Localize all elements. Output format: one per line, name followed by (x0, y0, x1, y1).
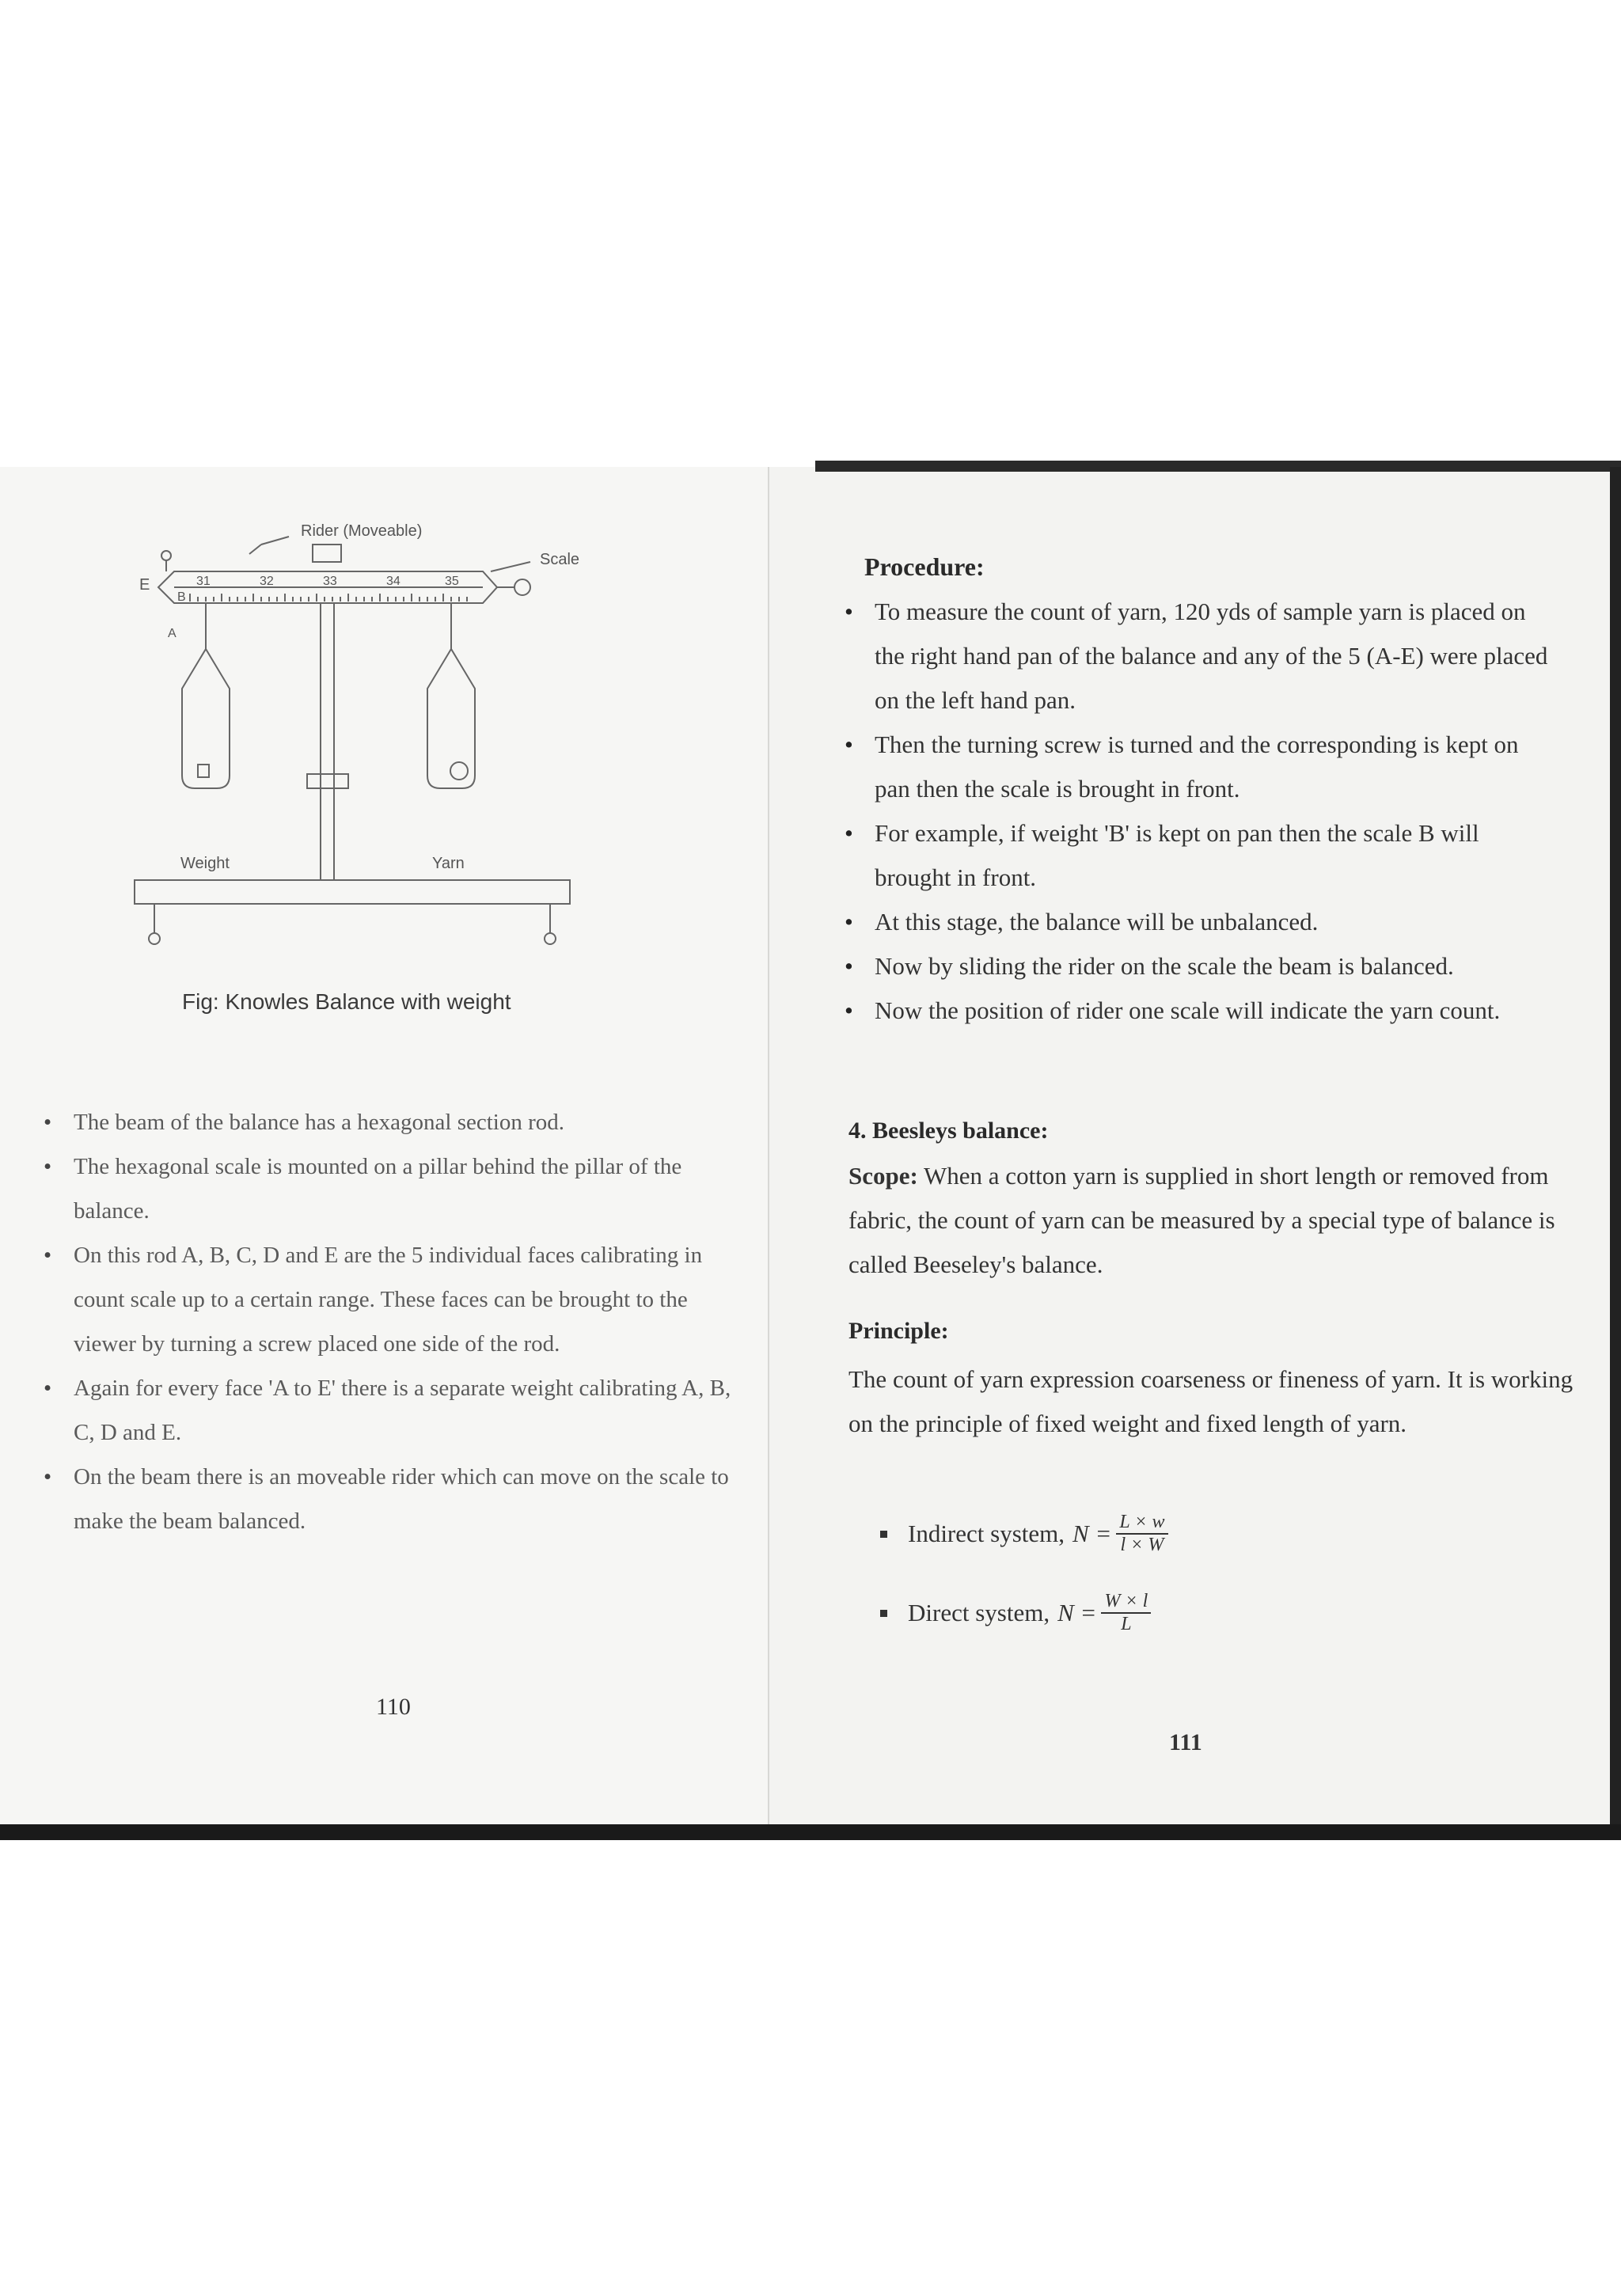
base (135, 880, 570, 904)
knowles-balance-diagram (119, 522, 625, 966)
principle-heading: Principle: (848, 1318, 949, 1344)
list-item: • To measure the count of yarn, 120 yds of sample yarn is placed on the right hand pan of the balance and any of the 5 (A-E) were placed on the left hand pan. (845, 590, 1557, 723)
indirect-formula (880, 1512, 1168, 1556)
page-number-left: 110 (376, 1694, 411, 1720)
book-spread (0, 467, 1621, 1828)
scope-label: Scope: (848, 1162, 918, 1190)
weight-label: Weight (180, 855, 230, 872)
face-e-label: E (139, 576, 150, 594)
beesley-heading: 4. Beesleys balance: (848, 1118, 1049, 1144)
list-item: • Then the turning screw is turned and the corresponding is kept on pan then the scale is brought in front. (845, 723, 1557, 811)
formula-label: Direct system, (908, 1599, 1050, 1626)
formula-lhs: N = (1057, 1599, 1097, 1626)
face-a-label: A (168, 627, 177, 640)
balance-drawing (119, 522, 625, 966)
list-item: • Now by sliding the rider on the scale the beam is balanced. (845, 944, 1557, 989)
scale-ticks (190, 594, 467, 602)
list-item: • Now the position of rider one scale will indicate the yarn count. (845, 989, 1557, 1033)
rider-label: Rider (Moveable) (301, 522, 423, 540)
list-item: • On the beam there is an moveable rider which can move on the scale to make the beam balanced. (44, 1455, 740, 1543)
list-item: • Again for every face 'A to E' there is a separate weight calibrating A, B, C, D and E. (44, 1366, 740, 1455)
square-bullet-icon (880, 1531, 887, 1538)
formula-fraction (1116, 1512, 1167, 1556)
principle-text: The count of yarn expression coarseness or fineness of yarn. It is working on the principle of fixed weight and fixed length of yarn. (848, 1365, 1574, 1437)
direct-formula (880, 1591, 1151, 1635)
figure-caption: Fig: Knowles Balance with weight (182, 989, 511, 1014)
list-item: • At this stage, the balance will be unbalanced. (845, 900, 1557, 944)
tick-label-35: 35 (445, 575, 459, 588)
scope-text: When a cotton yarn is supplied in short length or removed from fabric, the count of yarn can be measured by a special type of balance is called Beeseley's balance. (848, 1162, 1555, 1278)
formula-fraction (1101, 1591, 1151, 1635)
page-number-right: 111 (1169, 1729, 1202, 1755)
balance-description-list (44, 1100, 740, 1543)
face-b-label: B (177, 590, 186, 604)
scale-label: Scale (540, 551, 580, 568)
tick-label-31: 31 (196, 575, 211, 588)
page-edge-shadow-bottom (0, 1824, 1621, 1840)
tick-label-33: 33 (323, 575, 337, 588)
list-item: • On this rod A, B, C, D and E are the 5 individual faces calibrating in count scale up to a certain range. These faces can be brought to the viewer by turning a screw placed one side of the rod. (44, 1233, 740, 1366)
scope-paragraph (848, 1154, 1577, 1287)
right-page (768, 467, 1621, 1831)
square-bullet-icon (880, 1610, 887, 1617)
tick-label-34: 34 (386, 575, 401, 588)
weight-pan (182, 649, 230, 788)
screw-knob (514, 579, 530, 595)
formula-lhs: N = (1072, 1520, 1112, 1547)
list-item: • The beam of the balance has a hexagonal section rod. (44, 1100, 740, 1144)
tick-label-32: 32 (260, 575, 274, 588)
formula-denominator: l × W (1120, 1535, 1164, 1555)
yarn-label: Yarn (432, 855, 465, 872)
rider-shape (313, 545, 341, 562)
formula-numerator: L × w (1116, 1512, 1167, 1535)
left-page (0, 467, 768, 1831)
page-edge-shadow-right (1610, 467, 1621, 1828)
page-edge-shadow-top (815, 461, 1621, 472)
list-item: • For example, if weight 'B' is kept on pan then the scale B will brought in front. (845, 811, 1557, 900)
list-item: • The hexagonal scale is mounted on a pillar behind the pillar of the balance. (44, 1144, 740, 1233)
formula-label: Indirect system, (908, 1520, 1065, 1547)
formula-numerator: W × l (1101, 1591, 1151, 1614)
procedure-heading: Procedure: (864, 552, 985, 581)
formula-denominator: L (1121, 1614, 1132, 1634)
procedure-list (845, 590, 1557, 1033)
